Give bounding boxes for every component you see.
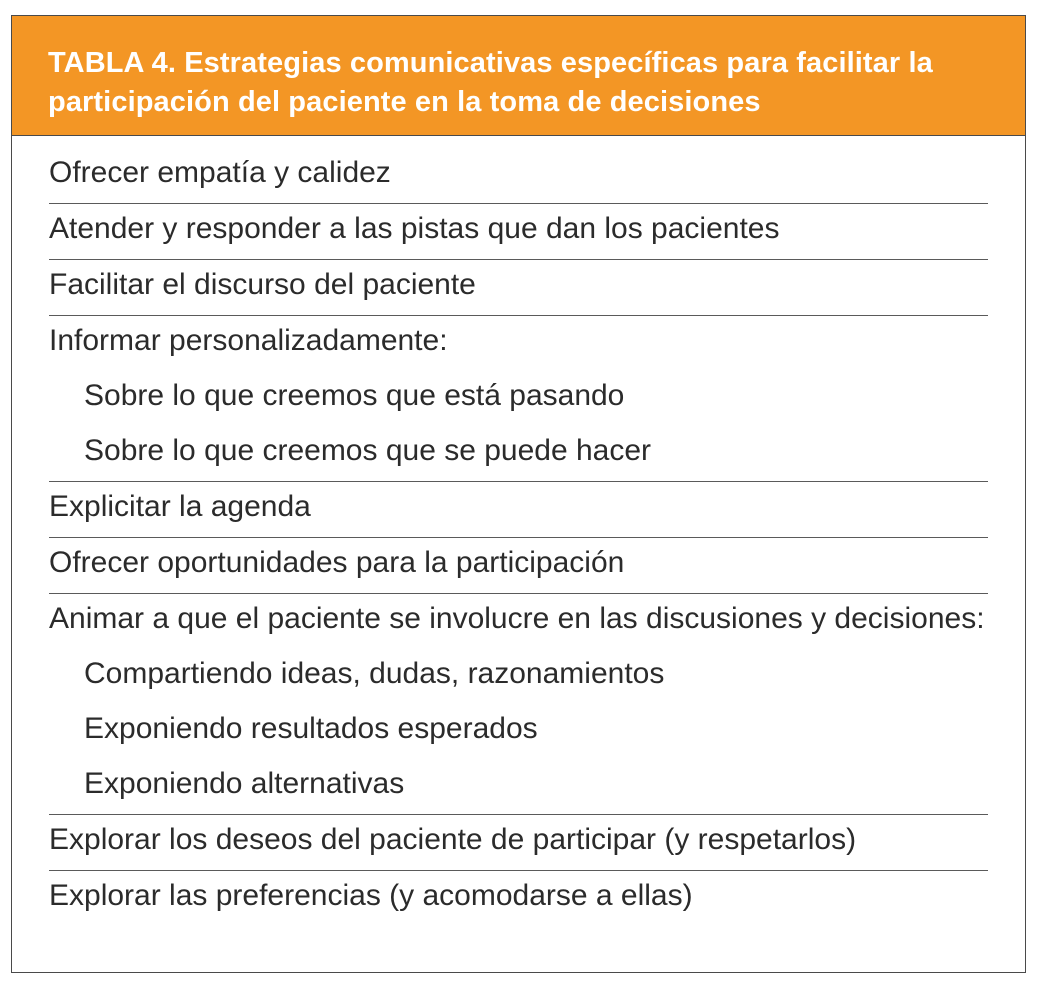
- row-text: Explorar los deseos del paciente de participar (y respetarlos): [49, 823, 857, 856]
- table-subrow: [49, 426, 988, 482]
- table-row: [49, 316, 988, 371]
- row-text: Animar a que el paciente se involucre en las discusiones y decisiones:: [49, 602, 985, 635]
- table-row: [49, 204, 988, 260]
- subrow-text: Compartiendo ideas, dudas, razonamientos: [84, 657, 665, 690]
- row-text: Atender y responder a las pistas que dan los pacientes: [49, 212, 780, 245]
- strategies-table: [11, 15, 1026, 973]
- table-row: [49, 148, 988, 204]
- table-row: [49, 815, 988, 871]
- row-text: Explicitar la agenda: [49, 490, 311, 523]
- table-row: [49, 260, 988, 316]
- row-text: Facilitar el discurso del paciente: [49, 268, 476, 301]
- table-header: [12, 16, 1025, 136]
- table-row: [49, 482, 988, 538]
- row-text: Ofrecer oportunidades para la participación: [49, 546, 625, 579]
- subrow-text: Exponiendo alternativas: [84, 767, 405, 800]
- table-subrow: [49, 371, 988, 426]
- table-row: [49, 538, 988, 594]
- row-text: Explorar las preferencias (y acomodarse a ellas): [49, 879, 693, 912]
- subrow-text: Sobre lo que creemos que está pasando: [84, 379, 625, 412]
- row-text: Informar personalizadamente:: [49, 324, 448, 357]
- table-title: TABLA 4. Estrategias comunicativas específicas para facilitar la participación del paciente en la toma de decisiones: [48, 47, 933, 118]
- subrow-text: Sobre lo que creemos que se puede hacer: [84, 434, 652, 467]
- row-text: Ofrecer empatía y calidez: [49, 156, 391, 189]
- subrow-text: Exponiendo resultados esperados: [84, 712, 538, 745]
- table-row: [49, 594, 988, 649]
- table-body: [12, 136, 1025, 926]
- table-row: [49, 871, 988, 926]
- table-subrow: [49, 759, 988, 815]
- table-subrow: [49, 649, 988, 704]
- table-subrow: [49, 704, 988, 759]
